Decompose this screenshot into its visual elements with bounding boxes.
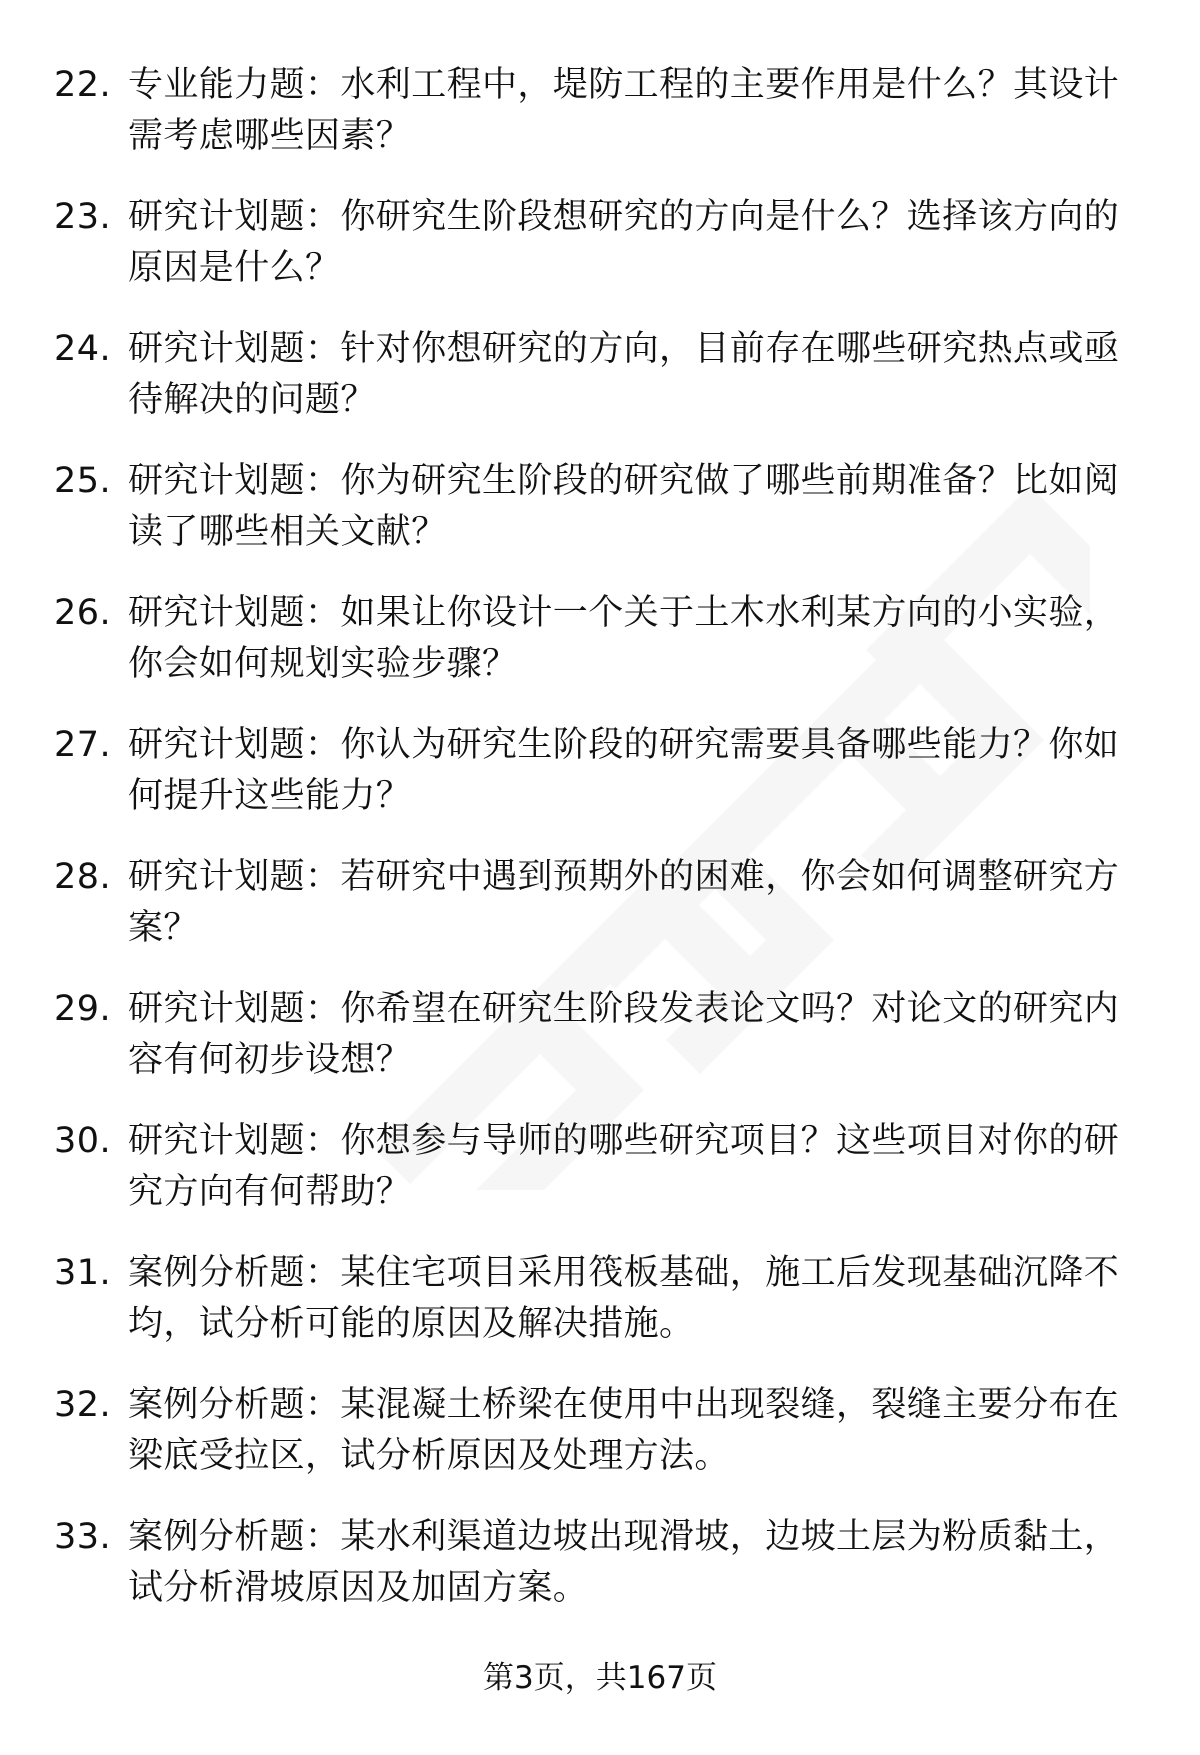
question-number: 25. bbox=[54, 461, 112, 501]
question-item bbox=[54, 60, 1144, 192]
question-text: 案例分析题：某水利渠道边坡出现滑坡，边坡土层为粉质黏土，试分析滑坡原因及加固方案。 bbox=[128, 1517, 1120, 1608]
question-text: 案例分析题：某住宅项目采用筏板基础，施工后发现基础沉降不均，试分析可能的原因及解决措施。 bbox=[128, 1253, 1120, 1344]
question-number: 29. bbox=[54, 989, 112, 1029]
question-item bbox=[54, 720, 1144, 852]
question-text: 研究计划题：你研究生阶段想研究的方向是什么？选择该方向的原因是什么？ bbox=[128, 197, 1120, 288]
question-item bbox=[54, 192, 1144, 324]
question-item bbox=[54, 1116, 1144, 1248]
question-item bbox=[54, 324, 1144, 456]
question-number: 27. bbox=[54, 725, 112, 765]
question-item bbox=[54, 984, 1144, 1116]
question-text: 研究计划题：你希望在研究生阶段发表论文吗？对论文的研究内容有何初步设想？ bbox=[128, 989, 1120, 1080]
question-text: 研究计划题：你认为研究生阶段的研究需要具备哪些能力？你如何提升这些能力？ bbox=[128, 725, 1120, 816]
question-list bbox=[54, 60, 1144, 1644]
question-number: 23. bbox=[54, 197, 112, 237]
question-text: 研究计划题：针对你想研究的方向，目前存在哪些研究热点或亟待解决的问题？ bbox=[128, 329, 1120, 420]
question-text: 研究计划题：若研究中遇到预期外的困难，你会如何调整研究方案？ bbox=[128, 857, 1120, 948]
question-text: 研究计划题：你为研究生阶段的研究做了哪些前期准备？比如阅读了哪些相关文献？ bbox=[128, 461, 1120, 552]
question-number: 32. bbox=[54, 1385, 112, 1425]
question-item bbox=[54, 456, 1144, 588]
page-footer: 第3页，共167页 bbox=[483, 1660, 717, 1696]
question-number: 28. bbox=[54, 857, 112, 897]
question-item bbox=[54, 588, 1144, 720]
question-number: 26. bbox=[54, 593, 112, 633]
question-number: 31. bbox=[54, 1253, 112, 1293]
question-item bbox=[54, 1380, 1144, 1512]
question-number: 24. bbox=[54, 329, 112, 369]
question-text: 研究计划题：你想参与导师的哪些研究项目？这些项目对你的研究方向有何帮助？ bbox=[128, 1121, 1120, 1212]
question-text: 专业能力题：水利工程中，堤防工程的主要作用是什么？其设计需考虑哪些因素？ bbox=[128, 65, 1120, 156]
question-number: 33. bbox=[54, 1517, 112, 1557]
question-text: 案例分析题：某混凝土桥梁在使用中出现裂缝，裂缝主要分布在梁底受拉区，试分析原因及处理方法。 bbox=[128, 1385, 1120, 1476]
question-number: 22. bbox=[54, 65, 112, 105]
question-item bbox=[54, 852, 1144, 984]
question-item bbox=[54, 1248, 1144, 1380]
question-text: 研究计划题：如果让你设计一个关于土木水利某方向的小实验，你会如何规划实验步骤？ bbox=[128, 593, 1120, 684]
question-item bbox=[54, 1512, 1144, 1644]
question-number: 30. bbox=[54, 1121, 112, 1161]
